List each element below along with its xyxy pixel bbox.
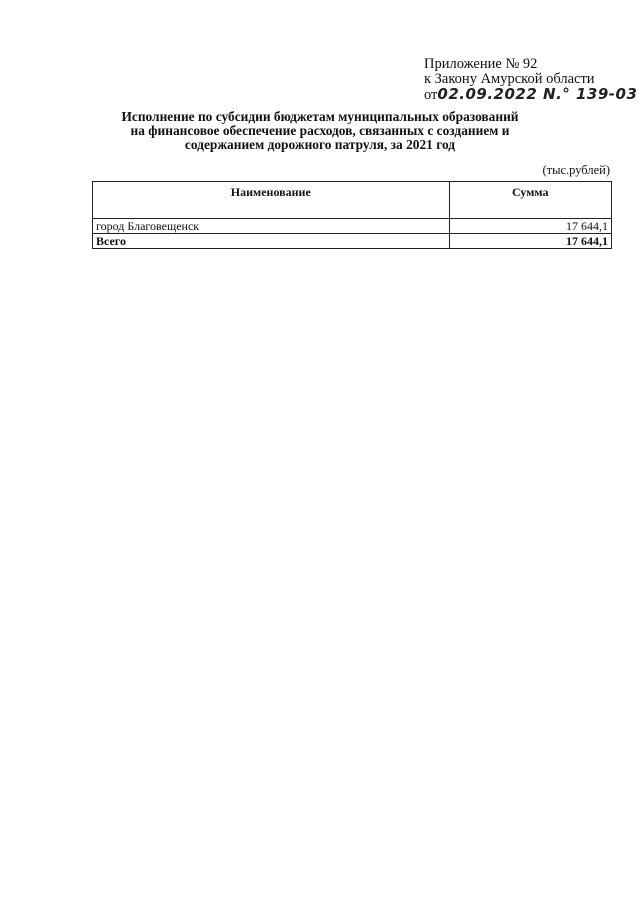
units-label: (тыс.рублей) <box>542 163 610 177</box>
row-sum: 17 644,1 <box>449 219 611 234</box>
table-header-row <box>93 182 612 219</box>
table-total-row <box>93 234 612 249</box>
appendix-date-line <box>424 87 637 103</box>
table-row <box>93 219 612 234</box>
header-sum: Сумма <box>449 182 611 219</box>
appendix-date-prefix: от <box>424 87 438 103</box>
appendix-number: Приложение № 92 <box>424 56 538 72</box>
title-line-2: на финансовое обеспечение расходов, связанных с созданием и <box>130 123 510 139</box>
title-line-3: содержанием дорожного патруля, за 2021 год <box>184 137 456 153</box>
header-name: Наименование <box>93 182 450 219</box>
appendix-law-reference: к Закону Амурской области <box>424 71 595 87</box>
total-label: Всего <box>93 234 450 249</box>
appendix-header <box>424 57 637 103</box>
document-title <box>100 110 540 153</box>
total-sum: 17 644,1 <box>449 234 611 249</box>
title-line-1: Исполнение по субсидии бюджетам муниципальных образований <box>121 109 519 124</box>
row-name: город Благовещенск <box>93 219 450 234</box>
handwritten-date-number: 02.09.2022 N.° 139-03 <box>437 85 638 103</box>
subsidy-table <box>92 181 612 249</box>
